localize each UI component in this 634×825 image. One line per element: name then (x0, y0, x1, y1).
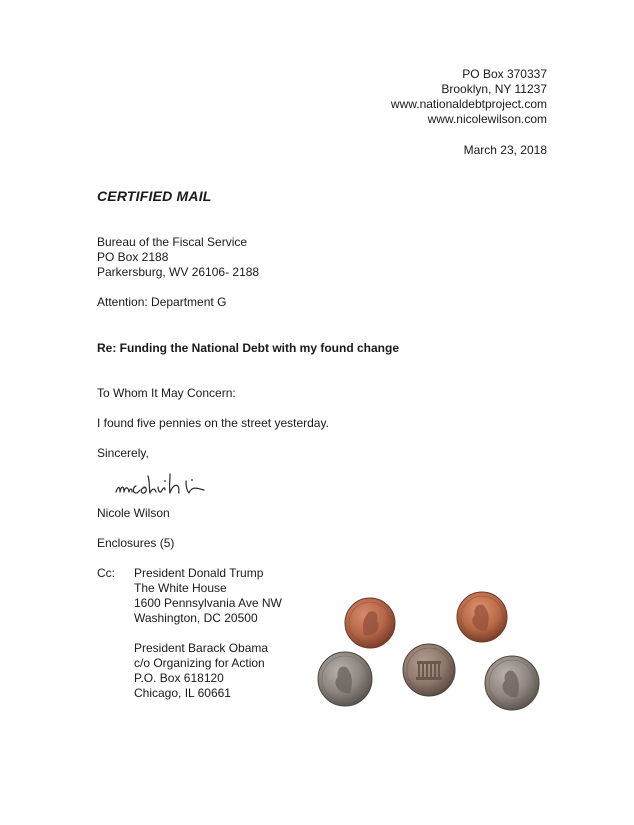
penny-image (456, 591, 508, 643)
recipient-city: Parkersburg, WV 26106- 2188 (97, 265, 260, 279)
subject-line: Re: Funding the National Debt with my found change (97, 341, 399, 355)
cc2-line3: P.O. Box 618120 (134, 671, 224, 685)
recipient-po-box: PO Box 2188 (97, 250, 169, 264)
cc1-line2: The White House (134, 581, 227, 595)
penny-image (344, 597, 396, 649)
cc2-line1: President Barack Obama (134, 641, 269, 655)
penny-image (317, 651, 373, 707)
certified-mail-heading: CERTIFIED MAIL (97, 188, 212, 204)
letter-date: March 23, 2018 (463, 143, 547, 157)
cc-label: Cc: (97, 566, 115, 580)
penny-image (484, 655, 540, 711)
cc2-line4: Chicago, IL 60661 (134, 686, 231, 700)
cc1-line4: Washington, DC 20500 (134, 611, 258, 625)
cc1-line3: 1600 Pennsylvania Ave NW (134, 596, 282, 610)
handwritten-signature (112, 466, 262, 502)
recipient-name: Bureau of the Fiscal Service (97, 235, 248, 249)
sender-website-2: www.nicolewilson.com (427, 112, 547, 126)
salutation: To Whom It May Concern: (97, 386, 236, 400)
attention-line: Attention: Department G (97, 295, 227, 309)
sender-website-1: www.nationaldebtproject.com (390, 97, 547, 111)
cc2-line2: c/o Organizing for Action (134, 656, 265, 670)
sender-address-line2: Brooklyn, NY 11237 (441, 82, 547, 96)
cc1-line1: President Donald Trump (134, 566, 264, 580)
sender-address-line1: PO Box 370337 (462, 67, 547, 81)
signer-name: Nicole Wilson (97, 506, 170, 520)
closing: Sincerely, (97, 446, 149, 460)
enclosures-note: Enclosures (5) (97, 536, 175, 550)
body-paragraph: I found five pennies on the street yesterday. (97, 416, 329, 430)
penny-image (402, 643, 456, 697)
